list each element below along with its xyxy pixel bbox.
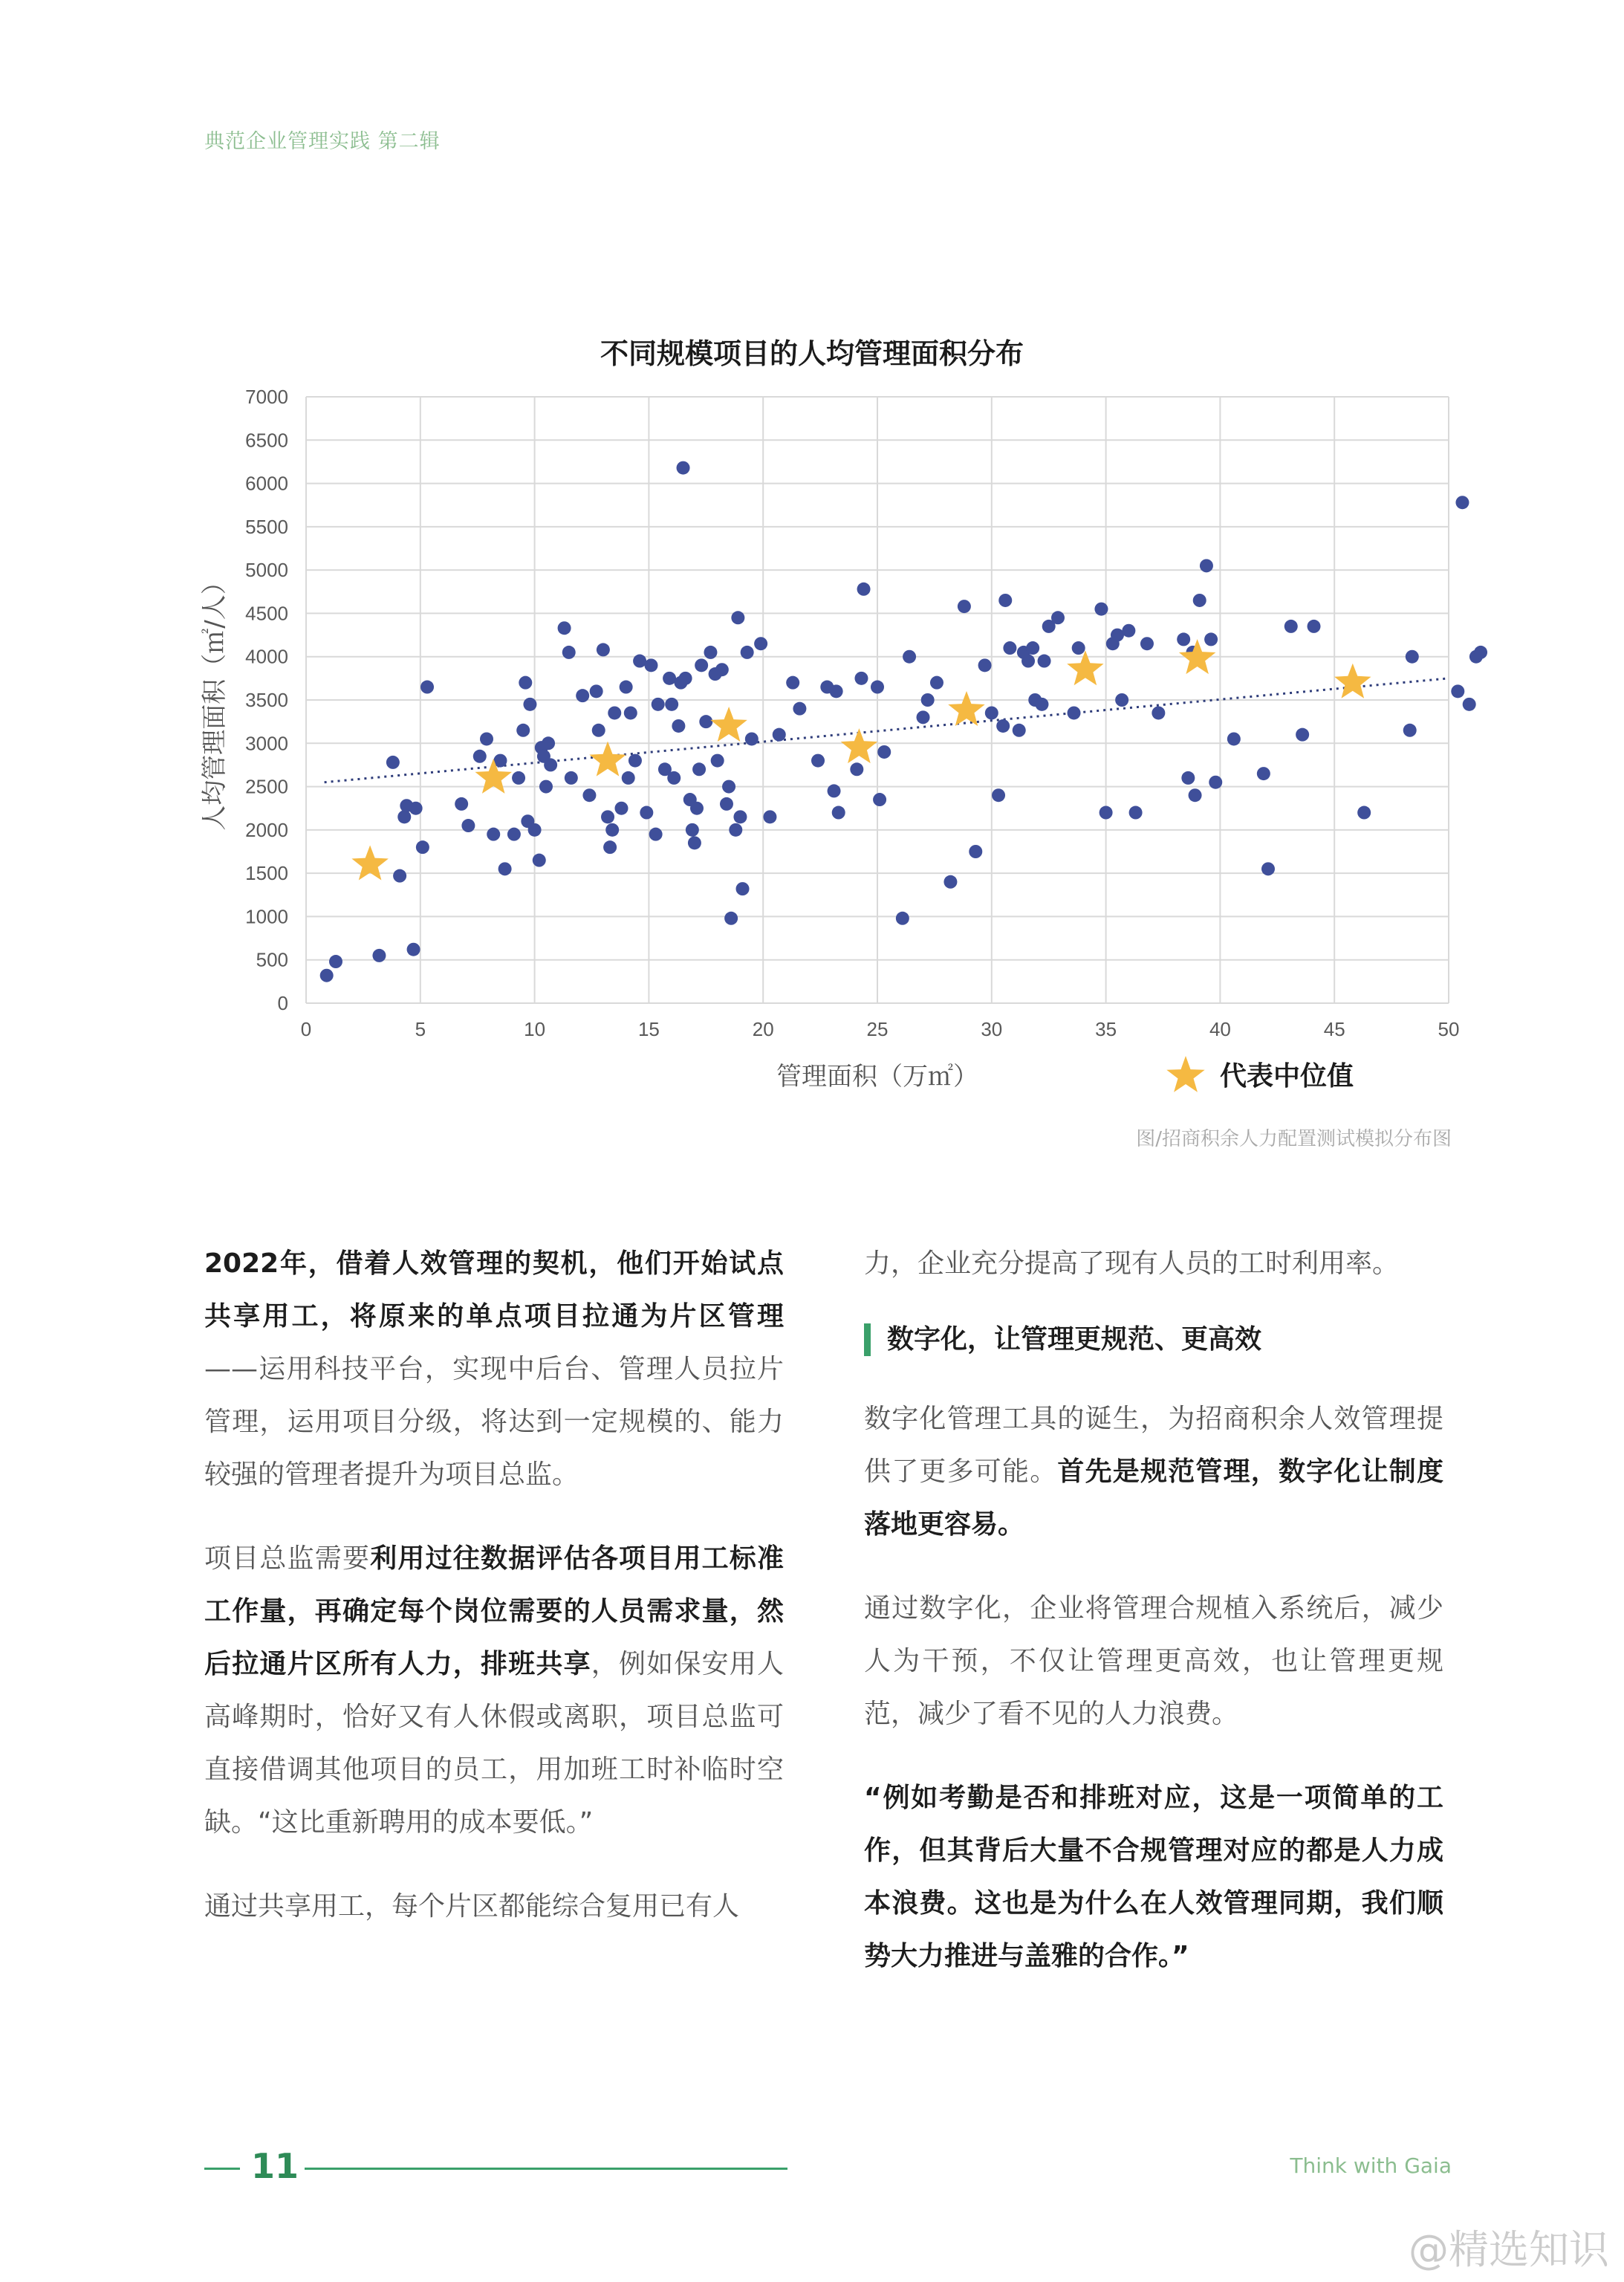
data-point: [393, 869, 406, 883]
data-point: [786, 676, 799, 690]
data-point: [1129, 806, 1143, 820]
data-point: [1100, 806, 1113, 820]
section-marker-bar: [864, 1323, 871, 1356]
data-point: [603, 840, 617, 854]
y-tick-label: 4500: [245, 602, 288, 625]
x-tick-label: 10: [524, 1018, 546, 1040]
data-point: [461, 819, 475, 832]
median-star: [841, 728, 877, 763]
data-point: [420, 681, 434, 694]
bold-text: 利用过往数据评估各项目用工标准工作量，再确定每个岗位需要的人员需求量，然后拉通片区所有人力，排班共享: [204, 1543, 784, 1679]
y-tick-label: 5000: [245, 559, 288, 582]
data-point: [480, 732, 493, 745]
data-point: [679, 672, 692, 685]
watermark: @精选知识: [1409, 2226, 1609, 2273]
data-point: [544, 758, 557, 771]
data-point: [523, 698, 536, 711]
data-point: [733, 810, 747, 823]
data-point: [704, 646, 717, 659]
median-star: [1334, 664, 1371, 698]
y-axis-title: 人均管理面积（㎡/人）: [200, 569, 230, 831]
data-point: [741, 646, 754, 659]
data-point: [745, 732, 759, 745]
data-point: [592, 724, 605, 737]
data-point: [793, 702, 806, 716]
data-point: [677, 461, 690, 475]
x-tick-label: 35: [1095, 1018, 1117, 1040]
y-tick-label: 0: [277, 992, 288, 1014]
data-point: [533, 854, 546, 867]
data-point: [969, 845, 982, 858]
y-tick-label: 3000: [245, 732, 288, 755]
data-point: [672, 719, 685, 733]
chart-title: 不同规模项目的人均管理面积分布: [600, 337, 1024, 370]
y-tick-label: 7000: [245, 386, 288, 408]
y-tick-label: 3500: [245, 689, 288, 711]
data-point: [722, 780, 735, 794]
left-paragraph-1: [204, 1237, 784, 1501]
data-point: [1189, 788, 1202, 802]
data-point: [1177, 632, 1190, 646]
data-point: [903, 650, 916, 664]
data-point: [1284, 620, 1298, 633]
data-point: [1003, 641, 1016, 655]
body-text: ，例如保安用人高峰期时，恰好又有人休假或离职，项目总监可直接借调其他项目的员工，用加班工时补临时空缺。“这比重新聘用的成本要低。”: [204, 1649, 784, 1838]
data-point: [773, 728, 786, 742]
data-point: [329, 955, 342, 968]
data-point: [576, 689, 589, 702]
data-point: [416, 840, 429, 854]
data-point: [590, 684, 603, 698]
left-column: [204, 1237, 784, 1964]
data-point: [512, 771, 525, 785]
data-point: [498, 862, 512, 875]
data-point: [614, 802, 628, 815]
data-point: [1200, 559, 1213, 572]
bold-text: 2022年，借着人效管理的契机，他们开始试点共享用工，将原来的单点项目拉通为片区管理: [204, 1248, 784, 1332]
data-point: [830, 684, 843, 698]
body-text: ——运用科技平台，实现中后台、管理人员拉片管理，运用项目分级，将达到一定规模的、能力较强的管理者提升为项目总监。: [204, 1354, 784, 1490]
data-point: [699, 715, 712, 728]
data-point: [1257, 767, 1270, 780]
data-point: [998, 594, 1012, 607]
y-tick-label: 5500: [245, 515, 288, 538]
x-tick-label: 40: [1209, 1018, 1231, 1040]
data-point: [640, 806, 653, 820]
data-point: [562, 646, 576, 659]
median-star: [1067, 650, 1103, 685]
data-point: [828, 784, 841, 797]
data-point: [1406, 650, 1419, 664]
data-point: [558, 621, 571, 635]
data-point: [652, 698, 665, 711]
median-star: [948, 691, 985, 726]
data-point: [372, 949, 386, 962]
data-point: [1094, 603, 1108, 616]
x-tick-label: 5: [415, 1018, 426, 1040]
data-point: [620, 681, 633, 694]
data-point: [690, 802, 704, 815]
data-point: [516, 724, 530, 737]
data-point: [1451, 684, 1464, 698]
data-point: [686, 823, 699, 837]
footer-rule-right: [305, 2168, 787, 2170]
y-tick-label: 6000: [245, 472, 288, 495]
legend-label: 代表中位值: [1220, 1061, 1354, 1092]
data-point: [688, 836, 701, 849]
data-point: [629, 754, 642, 768]
left-paragraph-3: [204, 1880, 784, 1933]
data-point: [1474, 646, 1487, 659]
data-point: [1227, 732, 1241, 745]
data-point: [601, 810, 614, 823]
data-point: [455, 797, 468, 811]
data-point: [754, 637, 767, 650]
data-point: [917, 710, 930, 724]
y-tick-label: 500: [256, 948, 288, 971]
y-tick-label: 4000: [245, 645, 288, 668]
data-point: [854, 672, 868, 685]
data-point: [873, 793, 886, 806]
data-point: [996, 719, 1010, 733]
x-axis-title: 管理面积（万㎡）: [776, 1062, 978, 1092]
data-point: [649, 828, 663, 841]
data-point: [711, 754, 724, 768]
data-point: [985, 706, 998, 719]
data-point: [720, 797, 733, 811]
continuation-paragraph: 力，企业充分提高了现有人员的工时利用率。: [864, 1248, 1400, 1279]
data-point: [1051, 611, 1065, 624]
data-point: [665, 698, 678, 711]
data-point: [1122, 624, 1135, 638]
data-point: [1204, 632, 1218, 646]
data-point: [729, 823, 742, 837]
data-point: [1152, 706, 1165, 719]
data-point: [1038, 655, 1051, 668]
data-point: [473, 750, 487, 763]
data-point: [1357, 806, 1371, 820]
footer-rule-left: [204, 2168, 240, 2170]
footer-brand: Think with Gaia: [1290, 2153, 1452, 2178]
data-point: [1455, 496, 1469, 509]
data-point: [943, 875, 957, 889]
data-point: [715, 663, 729, 676]
data-point: [487, 828, 500, 841]
data-point: [832, 806, 845, 820]
median-star: [589, 742, 626, 777]
data-point: [692, 762, 706, 776]
body-text: 数字化管理工具的诞生，为招商积余人效管理提供了更多可能。: [864, 1404, 1443, 1487]
data-point: [1193, 594, 1206, 607]
data-point: [608, 706, 621, 719]
running-header: 典范企业管理实践 第二辑: [204, 130, 441, 153]
data-point: [397, 810, 411, 823]
right-paragraphs: [864, 1393, 1443, 1983]
data-point: [1403, 724, 1417, 737]
data-point: [1022, 655, 1035, 668]
x-tick-label: 25: [866, 1018, 889, 1040]
data-point: [736, 882, 750, 895]
section-heading: [864, 1321, 1443, 1358]
section-title: 数字化，让管理更规范、更高效: [887, 1324, 1262, 1355]
body-text: 项目总监需要: [204, 1543, 371, 1574]
data-point: [921, 693, 935, 707]
bold-text: “例如考勤是否和排班对应，这是一项简单的工作，但其背后大量不合规管理对应的都是人力成本浪费。这也是为什么在人效管理同期，我们顺势大力推进与盖雅的合作。”: [864, 1783, 1443, 1971]
data-point: [763, 810, 776, 823]
left-paragraph-2: [204, 1532, 784, 1849]
data-point: [1308, 620, 1321, 633]
figure-caption: 图/招商积余人力配置测试模拟分布图: [1136, 1128, 1452, 1150]
data-point: [597, 643, 610, 656]
data-point: [605, 823, 619, 837]
x-tick-label: 50: [1438, 1018, 1460, 1040]
data-point: [667, 771, 681, 785]
right-paragraph-3: [864, 1772, 1443, 1983]
median-star: [710, 707, 747, 742]
data-point: [622, 771, 635, 785]
data-point: [896, 912, 909, 925]
data-point: [539, 780, 553, 794]
median-star: [351, 846, 389, 881]
y-tick-label: 2500: [245, 775, 288, 798]
data-point: [978, 658, 992, 672]
data-point: [1026, 641, 1039, 655]
bold-text: 首先是规范管理，数字化让制度落地更容易。: [864, 1456, 1443, 1540]
x-tick-label: 45: [1323, 1018, 1345, 1040]
median-star: [475, 759, 513, 794]
body-text: 通过共享用工，每个片区都能综合复用已有人: [204, 1891, 740, 1922]
y-tick-label: 2000: [245, 818, 288, 841]
data-point: [877, 745, 891, 759]
x-tick-label: 30: [981, 1018, 1003, 1040]
data-point: [565, 771, 578, 785]
data-point: [1209, 776, 1222, 789]
data-point: [930, 676, 943, 690]
y-tick-label: 6500: [245, 429, 288, 452]
data-point: [958, 600, 971, 613]
data-point: [1111, 629, 1124, 642]
data-point: [731, 611, 744, 624]
data-point: [1181, 771, 1195, 785]
data-point: [320, 969, 334, 982]
data-point: [1035, 698, 1048, 711]
data-point: [582, 788, 596, 802]
data-point: [1115, 693, 1128, 707]
data-point: [1013, 724, 1026, 737]
data-point: [663, 672, 676, 685]
data-point: [1140, 637, 1154, 650]
data-point: [386, 756, 400, 769]
data-point: [850, 762, 863, 776]
data-point: [519, 676, 532, 690]
data-point: [624, 706, 637, 719]
x-tick-label: 15: [637, 1018, 660, 1040]
scatter-chart: [0, 0, 1624, 1115]
data-point: [1296, 728, 1309, 742]
data-point: [633, 655, 646, 668]
y-tick-label: 1000: [245, 905, 288, 928]
right-column: [864, 1237, 1443, 2014]
right-paragraph-1: [864, 1393, 1443, 1551]
data-point: [407, 943, 420, 956]
data-point: [695, 658, 708, 672]
legend-star-icon: [1166, 1056, 1204, 1092]
data-point: [992, 788, 1005, 802]
data-point: [811, 754, 825, 768]
data-point: [507, 828, 521, 841]
body-text: 通过数字化，企业将管理合规植入系统后，减少人为干预，不仅让管理更高效，也让管理更规范，减少了看不见的人力浪费。: [864, 1593, 1443, 1729]
data-point: [1463, 698, 1476, 711]
data-point: [409, 802, 423, 815]
data-point: [1072, 641, 1085, 655]
data-point: [1068, 706, 1081, 719]
x-tick-label: 20: [752, 1018, 774, 1040]
data-point: [1261, 862, 1275, 875]
data-point: [857, 583, 871, 596]
right-paragraph-2: [864, 1582, 1443, 1740]
data-point: [724, 912, 738, 925]
data-point: [542, 736, 555, 750]
data-point: [871, 681, 884, 694]
data-point: [528, 823, 542, 837]
page-number: 11: [251, 2146, 299, 2186]
y-tick-label: 1500: [245, 862, 288, 885]
x-tick-label: 0: [300, 1018, 312, 1040]
data-point: [644, 658, 657, 672]
